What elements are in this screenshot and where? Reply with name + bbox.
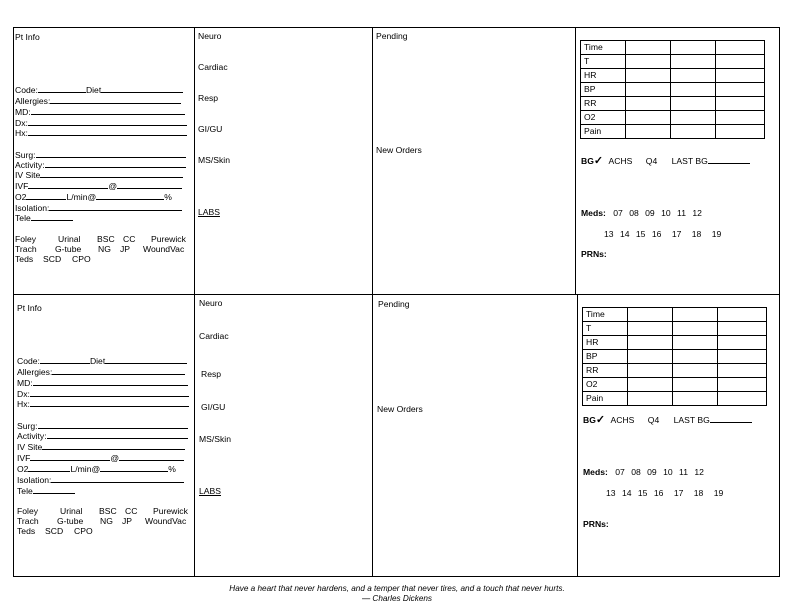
vitals-table xyxy=(582,307,767,406)
bg-row: BG✓ ACHS Q4 LAST BG xyxy=(583,414,752,425)
quote-text: Have a heart that never hardens, and a temper that never tires, and a touch that never hurts. xyxy=(229,584,565,593)
msskin-label: MS/Skin xyxy=(199,434,231,444)
resp-label: Resp xyxy=(201,369,222,379)
meds-row-2: 13 14 15 16 17 18 19 xyxy=(606,488,724,498)
ivf-field[interactable]: IVF @ xyxy=(17,452,184,463)
code-field[interactable]: Code: Diet xyxy=(15,84,183,95)
device-woundvac: WoundVac xyxy=(145,516,187,526)
vitals-row-rr: RR xyxy=(583,364,767,378)
prns-label: PRNs: xyxy=(583,519,609,529)
column-divider xyxy=(194,27,195,295)
device-teds: Teds xyxy=(15,254,34,264)
allergies-field[interactable]: Allergies: xyxy=(17,366,185,377)
vitals-row-bp: BP xyxy=(581,83,765,97)
device-urinal: Urinal xyxy=(60,506,83,516)
vitals-row-bp: BP xyxy=(583,350,767,364)
device-g-tube: G-tube xyxy=(55,244,82,254)
vitals-row-o2: O2 xyxy=(581,111,765,125)
meds-row-1: Meds: 07 08 09 10 11 12 xyxy=(581,208,702,218)
device-trach: Trach xyxy=(17,516,39,526)
device-cc: CC xyxy=(123,234,136,244)
code-field[interactable]: Code: Diet xyxy=(17,355,187,366)
o2-field[interactable]: O2 L/min@ % xyxy=(15,192,172,202)
device-foley: Foley xyxy=(15,234,37,244)
activity-field[interactable]: Activity: xyxy=(15,159,186,170)
gigu-label: GI/GU xyxy=(201,402,226,412)
isolation-field[interactable]: Isolation: xyxy=(17,474,184,485)
column-divider xyxy=(372,27,373,295)
new-orders-label: New Orders xyxy=(376,145,422,155)
allergies-field[interactable]: Allergies: xyxy=(15,95,181,106)
device-jp: JP xyxy=(122,516,133,526)
gigu-label: GI/GU xyxy=(198,124,223,134)
tele-field[interactable]: Tele xyxy=(15,212,73,223)
msskin-label: MS/Skin xyxy=(198,155,230,165)
ivf-field[interactable]: IVF @ xyxy=(15,180,182,191)
dx-field[interactable]: Dx: xyxy=(17,388,189,399)
device-cpo: CPO xyxy=(74,526,93,536)
tele-field[interactable]: Tele xyxy=(17,485,75,496)
device-urinal: Urinal xyxy=(58,234,81,244)
pending-label: Pending xyxy=(376,31,408,41)
o2-field[interactable]: O2 L/min@ % xyxy=(17,464,176,474)
device-g-tube: G-tube xyxy=(57,516,84,526)
pt-info-heading: Pt Info xyxy=(15,32,40,42)
resp-label: Resp xyxy=(198,93,219,103)
device-scd: SCD xyxy=(45,526,64,536)
device-trach: Trach xyxy=(15,244,37,254)
device-purewick: Purewick xyxy=(153,506,188,516)
vitals-row-t: T xyxy=(581,55,765,69)
iv-site-field[interactable]: IV Site xyxy=(15,169,183,180)
device-cpo: CPO xyxy=(72,254,91,264)
device-jp: JP xyxy=(120,244,131,254)
column-divider xyxy=(575,27,576,295)
vitals-row-rr: RR xyxy=(581,97,765,111)
labs-label: LABS xyxy=(199,486,221,496)
device-teds: Teds xyxy=(17,526,36,536)
dx-field[interactable]: Dx: xyxy=(15,117,187,128)
check-icon: ✓ xyxy=(595,414,606,426)
device-purewick: Purewick xyxy=(151,234,186,244)
surg-field[interactable]: Surg: xyxy=(15,149,186,160)
md-field[interactable]: MD: xyxy=(17,377,188,388)
vitals-row-hr: HR xyxy=(583,336,767,350)
device-bsc: BSC xyxy=(99,506,117,516)
vitals-table xyxy=(580,40,765,139)
device-ng: NG xyxy=(98,244,111,254)
bg-row: BG✓ ACHS Q4 LAST BG xyxy=(581,155,750,166)
pending-label: Pending xyxy=(378,299,410,309)
meds-row-1: Meds: 07 08 09 10 11 12 xyxy=(583,467,704,477)
pt-info-heading: Pt Info xyxy=(17,303,42,313)
column-divider xyxy=(577,294,578,577)
column-divider xyxy=(372,294,373,577)
vitals-row-pain: Pain xyxy=(581,125,765,139)
device-foley: Foley xyxy=(17,506,39,516)
neuro-label: Neuro xyxy=(198,31,222,41)
device-scd: SCD xyxy=(43,254,62,264)
iv-site-field[interactable]: IV Site xyxy=(17,441,185,452)
cardiac-label: Cardiac xyxy=(198,62,228,72)
vitals-row-o2: O2 xyxy=(583,378,767,392)
hx-field[interactable]: Hx: xyxy=(17,398,189,409)
activity-field[interactable]: Activity: xyxy=(17,430,188,441)
device-woundvac: WoundVac xyxy=(143,244,185,254)
vitals-row-hr: HR xyxy=(581,69,765,83)
meds-row-2: 13 14 15 16 17 18 19 xyxy=(604,229,722,239)
device-cc: CC xyxy=(125,506,138,516)
quote-author: — Charles Dickens xyxy=(361,594,433,603)
section-divider xyxy=(13,294,780,295)
device-ng: NG xyxy=(100,516,113,526)
vitals-row-time: Time xyxy=(581,41,765,55)
md-field[interactable]: MD: xyxy=(15,106,185,117)
neuro-label: Neuro xyxy=(199,298,223,308)
new-orders-label: New Orders xyxy=(377,404,423,414)
check-icon: ✓ xyxy=(593,155,604,167)
isolation-field[interactable]: Isolation: xyxy=(15,202,182,213)
vitals-row-time: Time xyxy=(583,308,767,322)
labs-label: LABS xyxy=(198,207,220,217)
device-bsc: BSC xyxy=(97,234,115,244)
column-divider xyxy=(194,294,195,577)
vitals-row-pain: Pain xyxy=(583,392,767,406)
surg-field[interactable]: Surg: xyxy=(17,420,188,431)
vitals-row-t: T xyxy=(583,322,767,336)
prns-label: PRNs: xyxy=(581,249,607,259)
hx-field[interactable]: Hx: xyxy=(15,127,187,138)
cardiac-label: Cardiac xyxy=(199,331,229,341)
